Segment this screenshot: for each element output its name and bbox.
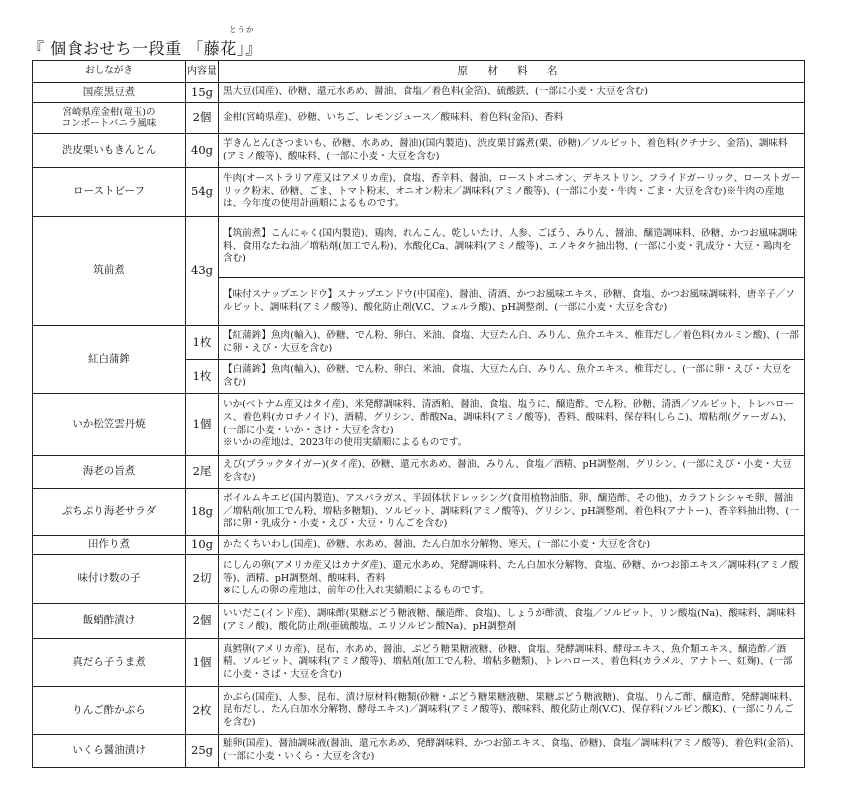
item-name: 国産黒豆煮 — [33, 83, 186, 103]
item-name: 真だら子うま煮 — [33, 639, 186, 687]
item-quantity: 1個 — [186, 394, 219, 456]
item-ingredients: 鮭卵(国産)、醤油調味液(醤油、還元水あめ、発酵調味料、かつお節エキス、食塩、砂糖)、食塩／調味料(アミノ酸等)、着色料(金箔)、(一部に小麦・いくら・大豆を含む) — [219, 735, 805, 768]
table-row — [33, 735, 805, 768]
table-row — [33, 134, 805, 168]
item-name: 宮崎県産金柑(竜玉)の コンポートバニラ風味 — [33, 103, 186, 134]
item-quantity: 10g — [186, 536, 219, 555]
item-name: 味付け数の子 — [33, 555, 186, 604]
item-ingredients: 金柑(宮崎県産)、砂糖、いちご、レモンジュース／酸味料、着色料(金箔)、香料 — [219, 103, 805, 134]
header-menu-name: おしながき — [33, 61, 186, 83]
item-name: 田作り煮 — [33, 536, 186, 555]
item-quantity: 2個 — [186, 604, 219, 639]
table-row — [33, 604, 805, 639]
item-name: ぷちぷり海老サラダ — [33, 489, 186, 536]
item-ingredients: いいだこ(インド産)、調味酢(果糖ぶどう糖液糖、醸造酢、食塩)、しょうが酢漬、食塩／ソルビット、リン酸塩(Na)、酸味料、調味料(アミノ酸)、酸化防止剤(亜硫酸塩、エリソルビン酸Na)、pH調整剤 — [219, 604, 805, 639]
item-name: 飯蛸酢漬け — [33, 604, 186, 639]
table-row — [33, 217, 805, 278]
title-block — [28, 22, 808, 58]
item-ingredients: ボイルムキエビ(国内製造)、アスパラガス、半固体状ドレッシング(食用植物油脂、卵、醸造酢、その他)、カラフトシシャモ卵、醤油／増粘剤(加工でん粉、増粘多糖類)、ソルビット、調味料(アミノ酸等)、グリシン、pH調整剤、着色料(アナトー)、香辛料抽出物、(一部に卵・乳成分・小麦・えび・大豆・りんごを含む) — [219, 489, 805, 536]
item-ingredients: えび(ブラックタイガー)(タイ産)、砂糖、還元水あめ、醤油、みりん、食塩／酒精、pH調整剤、グリシン、(一部にえび・小麦・大豆を含む) — [219, 456, 805, 489]
item-ingredients: 【白蒲鉾】魚肉(輸入)、砂糖、でん粉、卵白、米油、食塩、大豆たん白、みりん、魚介エキス、椎茸だし、(一部に卵・えび・大豆を含む) — [219, 360, 805, 394]
page-title: 『 個食おせち一段重 「藤花」』 — [28, 39, 262, 58]
item-quantity: 2切 — [186, 555, 219, 604]
item-ingredients: 芋きんとん(さつまいも、砂糖、水あめ、醤油)(国内製造)、渋皮栗甘露煮(栗、砂糖)／ソルビット、着色料(クチナシ、金箔)、調味料(アミノ酸等)、酸味料、(一部に小麦・大豆を含む) — [219, 134, 805, 168]
item-name: 筑前煮 — [33, 217, 186, 326]
item-ingredients: 牛肉(オーストラリア産又はアメリカ産)、食塩、香辛料、醤油、ローストオニオン、デキストリン、フライドガーリック、ローストガーリック粉末、砂糖、ごま、トマト粉末、オニオン粉末／調味料(アミノ酸等)、(一部に小麦・牛肉・ごま・大豆を含む)※牛肉の産地は、今年度の使用計画順によるものです。 — [219, 168, 805, 217]
table-row — [33, 456, 805, 489]
header-quantity: 内容量 — [186, 61, 219, 83]
table-row — [33, 555, 805, 604]
item-name: 紅白蒲鉾 — [33, 326, 186, 394]
item-quantity: 1枚 — [186, 326, 219, 360]
table-row — [33, 83, 805, 103]
item-quantity: 18g — [186, 489, 219, 536]
item-name: ローストビーフ — [33, 168, 186, 217]
item-quantity: 25g — [186, 735, 219, 768]
table-row — [33, 103, 805, 134]
item-ingredients: にしんの卵(アメリカ産又はカナダ産)、還元水あめ、発酵調味料、たん白加水分解物、食塩、砂糖、かつお節エキス／調味料(アミノ酸等)、酒精、pH調整剤、酸味料、香料 ※にしんの卵の産地は、前年の仕入れ実績順によるものです。 — [219, 555, 805, 604]
item-name: 海老の旨煮 — [33, 456, 186, 489]
item-quantity: 1枚 — [186, 360, 219, 394]
table-row — [33, 687, 805, 735]
item-ingredients: 【筑前煮】こんにゃく(国内製造)、鶏肉、れんこん、乾しいたけ、人参、ごぼう、みりん、醤油、醸造調味料、砂糖、かつお風味調味料、食用なたね油／増粘剤(加工でん粉)、水酸化Ca、調味料(アミノ酸等)、エノキタケ抽出物、(一部に小麦・乳成分・大豆・鶏肉を含む) — [219, 217, 805, 278]
table-row — [33, 489, 805, 536]
table-row — [33, 639, 805, 687]
item-ingredients: かぶら(国産)、人参、昆布、漬け原材料(糖類(砂糖・ぶどう糖果糖液糖、果糖ぶどう糖液糖)、食塩、りんご酢、醸造酢、発酵調味料、昆布だし、たん白加水分解物、酵母エキス)／調味料(アミノ酸等)、酸味料、酸化防止剤(V.C)、保存料(ソルビン酸K)、(一部にりんごを含む) — [219, 687, 805, 735]
item-quantity: 40g — [186, 134, 219, 168]
item-ingredients: 黒大豆(国産)、砂糖、還元水あめ、醤油、食塩／着色料(金箔)、硫酸鉄、(一部に小麦・大豆を含む) — [219, 83, 805, 103]
item-name: りんご酢かぶら — [33, 687, 186, 735]
table-header-row — [33, 61, 805, 83]
header-ingredients: 原 材 料 名 — [219, 61, 805, 83]
item-ingredients: 【味付スナップエンドウ】スナップエンドウ(中国産)、醤油、清酒、かつお風味エキス、砂糖、食塩、かつお風味調味料、唐辛子／ソルビット、調味料(アミノ酸等)、酸化防止剤(V.C、フェルラ酸)、pH調整剤、(一部に小麦・大豆を含む) — [219, 278, 805, 326]
item-ingredients: 【紅蒲鉾】魚肉(輸入)、砂糖、でん粉、卵白、米油、食塩、大豆たん白、みりん、魚介エキス、椎茸だし／着色料(カルミン酸)、(一部に卵・えび・大豆を含む) — [219, 326, 805, 360]
item-ingredients: 真鱈卵(アメリカ産)、昆布、水あめ、醤油、ぶどう糖果糖液糖、砂糖、食塩、発酵調味料、酵母エキス、魚介類エキス、醸造酢／酒精、ソルビット、調味料(アミノ酸等)、増粘剤(加工でん粉、増粘多糖類)、トレハロース、着色料(カラメル、アナトー、紅麹)、(一部に小麦・さば・大豆を含む) — [219, 639, 805, 687]
item-name: いくら醤油漬け — [33, 735, 186, 768]
table-row — [33, 536, 805, 555]
item-name: いか松笠雲丹焼 — [33, 394, 186, 456]
table-row — [33, 394, 805, 456]
item-quantity: 1個 — [186, 639, 219, 687]
table-row — [33, 168, 805, 217]
item-quantity: 2枚 — [186, 687, 219, 735]
item-quantity: 43g — [186, 217, 219, 326]
item-quantity: 15g — [186, 83, 219, 103]
item-quantity: 54g — [186, 168, 219, 217]
table-row — [33, 326, 805, 360]
item-name: 渋皮栗いもきんとん — [33, 134, 186, 168]
ingredients-table — [32, 60, 805, 768]
item-ingredients: かたくちいわし(国産)、砂糖、水あめ、醤油、たん白加水分解物、寒天、(一部に小麦・大豆を含む) — [219, 536, 805, 555]
item-quantity: 2個 — [186, 103, 219, 134]
title-ruby: とうか — [229, 25, 255, 34]
item-quantity: 2尾 — [186, 456, 219, 489]
item-ingredients: いか(ベトナム産又はタイ産)、米発酵調味料、清酒粕、醤油、食塩、塩うに、醸造酢、でん粉、砂糖、清酒／ソルビット、トレハロース、着色料(カロチノイド)、酒精、グリシン、酢酸Na、調味料(アミノ酸等)、香料、酸味料、保存料(しらこ)、増粘剤(グァーガム)、(一部に小麦・いか・さけ・大豆を含む) ※いかの産地は、2023年の使用実績順によるものです。 — [219, 394, 805, 456]
